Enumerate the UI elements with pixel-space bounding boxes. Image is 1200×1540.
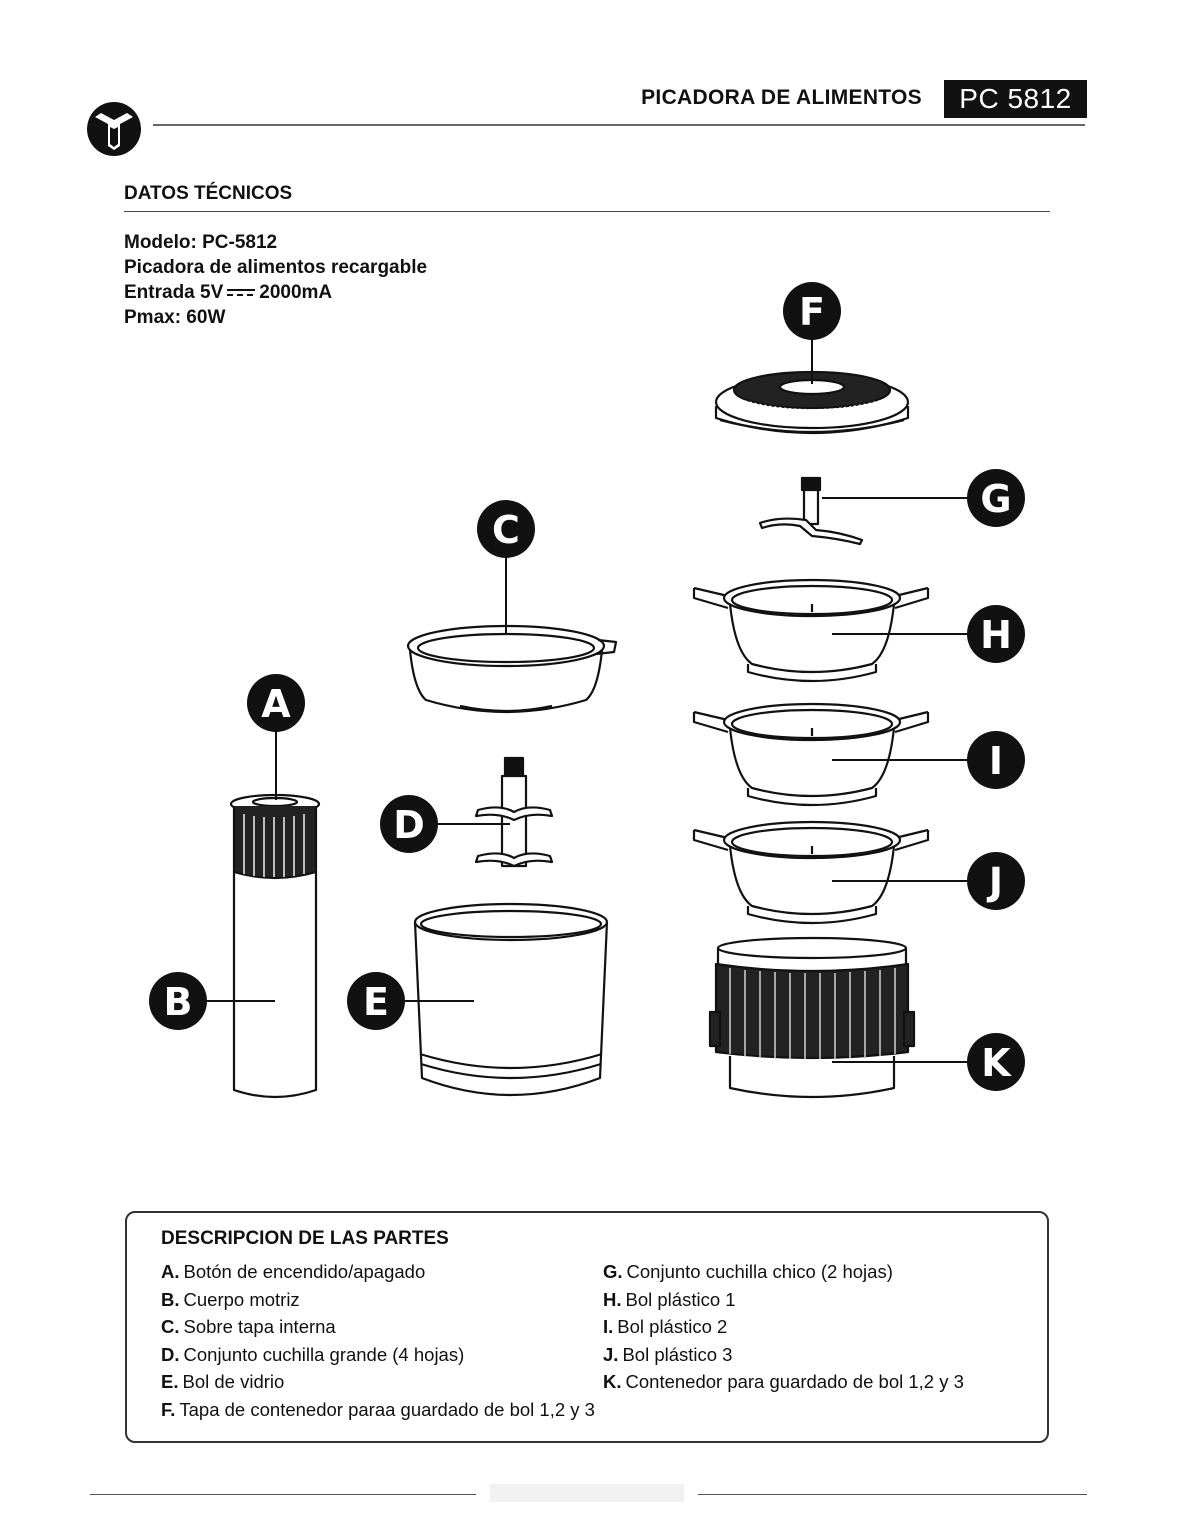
svg-text:C: C — [492, 508, 520, 552]
part-item-f: F. Tapa de contenedor paraa guardado de bol 1,2 y 3 — [161, 1398, 595, 1420]
part-e-glass-bowl — [415, 904, 607, 1095]
label-badge-h — [967, 605, 1025, 663]
spec-input-voltage: Entrada 5V — [124, 282, 224, 303]
part-h-bowl — [694, 580, 928, 681]
parts-list-left — [161, 1258, 595, 1424]
part-item-a: A. Botón de encendido/apagado — [161, 1261, 426, 1282]
document-title: PICADORA DE ALIMENTOS — [641, 86, 922, 109]
part-item-j: J. Bol plástico 3 — [603, 1343, 733, 1365]
part-i-bowl — [694, 704, 928, 805]
svg-text:K: K — [981, 1041, 1011, 1085]
svg-text:D: D — [393, 803, 425, 847]
part-k-container — [710, 938, 914, 1097]
label-badge-g — [967, 469, 1025, 527]
footer-divider-right — [698, 1494, 1087, 1495]
label-badge-b — [149, 972, 207, 1030]
label-badge-f — [783, 282, 841, 340]
label-badge-j — [967, 852, 1025, 910]
part-b-motor-body — [231, 795, 319, 1097]
label-badge-d — [380, 795, 438, 853]
label-badge-i — [967, 731, 1025, 789]
parts-section-title: DESCRIPCION DE LAS PARTES — [161, 1228, 449, 1249]
part-g-small-blade — [760, 478, 862, 544]
svg-text:E: E — [363, 980, 389, 1024]
label-badge-a — [247, 674, 305, 732]
model-badge: PC 5812 — [944, 80, 1087, 118]
label-badge-k — [967, 1033, 1025, 1091]
spec-model: Modelo: PC-5812 — [124, 232, 278, 253]
svg-text:B: B — [163, 980, 193, 1024]
svg-text:A: A — [261, 682, 291, 726]
part-item-b: B. Cuerpo motriz — [161, 1288, 300, 1310]
tech-section-title: DATOS TÉCNICOS — [124, 183, 293, 204]
svg-text:J: J — [988, 860, 1004, 904]
part-item-k: K. Contenedor para guardado de bol 1,2 y 3 — [603, 1371, 964, 1393]
part-c-inner-lid — [408, 626, 616, 712]
label-badge-c — [477, 500, 535, 558]
part-j-bowl — [694, 822, 928, 923]
part-item-e: E. Bol de vidrio — [161, 1371, 285, 1393]
part-item-i: I. Bol plástico 2 — [603, 1316, 728, 1338]
footer-divider-left — [90, 1494, 476, 1495]
spec-input-current: 2000mA — [259, 282, 333, 303]
part-item-g: G. Conjunto cuchilla chico (2 hojas) — [603, 1261, 893, 1282]
svg-text:G: G — [980, 477, 1012, 521]
part-item-c: C. Sobre tapa interna — [161, 1316, 336, 1338]
label-badge-e — [347, 972, 405, 1030]
part-d-large-blade — [476, 758, 552, 866]
svg-text:I: I — [988, 739, 1004, 783]
part-item-h: H. Bol plástico 1 — [603, 1288, 736, 1310]
spec-product: Picadora de alimentos recargable — [124, 257, 428, 278]
footer-page-area — [490, 1484, 684, 1502]
svg-text:F: F — [799, 290, 825, 334]
part-item-d: D. Conjunto cuchilla grande (4 hojas) — [161, 1343, 465, 1365]
svg-text:H: H — [980, 613, 1012, 657]
parts-list-right — [603, 1258, 964, 1396]
spec-power: Pmax: 60W — [124, 307, 226, 328]
